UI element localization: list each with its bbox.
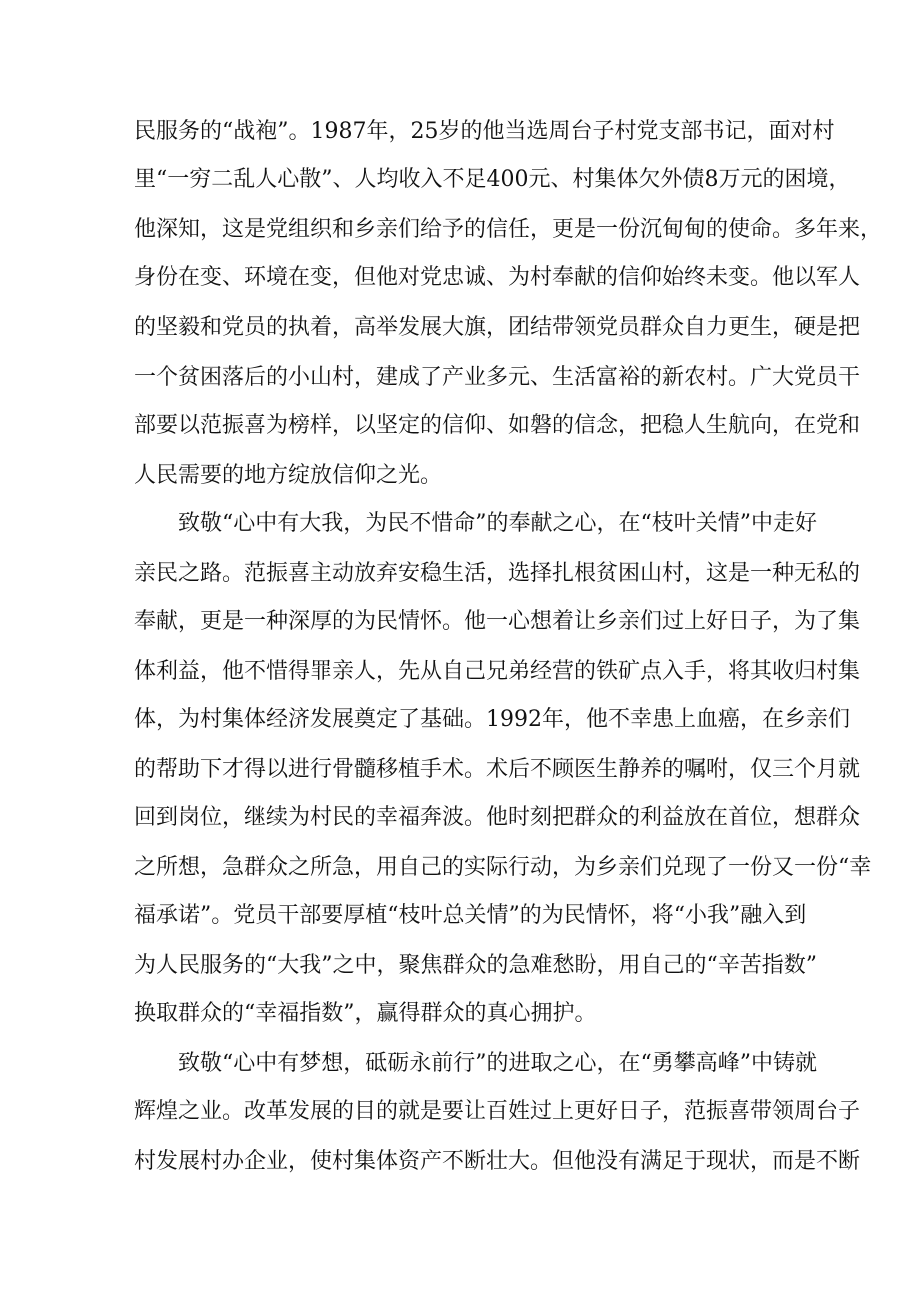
text-line: 里“一穷二乱人心散”、人均收入不足400元、村集体欠外债8万元的困境， xyxy=(134,167,851,192)
text-line: 民服务的“战袍”。1987年，25岁的他当选周台子村党支部书记，面对村 xyxy=(134,119,835,144)
text-line: 福承诺”。党员干部要厚植“枝叶总关情”的为民情怀，将“小我”融入到 xyxy=(134,903,807,928)
text-line: 他深知，这是党组织和乡亲们给予的信任，更是一份沉甸甸的使命。多年来， xyxy=(134,217,883,242)
text-line: 部要以范振喜为榜样，以坚定的信仰、如磐的信念，把稳人生航向，在党和 xyxy=(134,413,861,438)
text-line: 人民需要的地方绽放信仰之光。 xyxy=(134,463,443,488)
text-line: 回到岗位，继续为村民的幸福奔波。他时刻把群众的利益放在首位，想群众 xyxy=(134,805,861,830)
text-line: 一个贫困落后的小山村，建成了产业多元、生活富裕的新农村。广大党员干 xyxy=(134,365,861,390)
text-line: 换取群众的“幸福指数”，赢得群众的真心拥护。 xyxy=(134,1001,597,1026)
paragraph-first-line: 致敬“心中有大我，为民不惜命”的奉献之心，在“枝叶关情”中走好 xyxy=(178,511,817,536)
text-line: 体利益，他不惜得罪亲人，先从自己兄弟经营的铁矿点入手，将其收归村集 xyxy=(134,659,861,684)
text-line: 的帮助下才得以进行骨髓移植手术。术后不顾医生静养的嘱咐，仅三个月就 xyxy=(134,757,861,782)
text-line: 辉煌之业。改革发展的目的就是要让百姓过上更好日子，范振喜带领周台子 xyxy=(134,1099,861,1124)
text-line: 体，为村集体经济发展奠定了基础。1992年，他不幸患上血癌，在乡亲们 xyxy=(134,707,850,732)
text-line: 奉献，更是一种深厚的为民情怀。他一心想着让乡亲们过上好日子，为了集 xyxy=(134,609,861,634)
text-line: 的坚毅和党员的执着，高举发展大旗，团结带领党员群众自力更生，硬是把 xyxy=(134,315,861,340)
text-line: 为人民服务的“大我”之中，聚焦群众的急难愁盼，用自己的“辛苦指数” xyxy=(134,953,817,978)
text-line: 村发展村办企业，使村集体资产不断壮大。但他没有满足于现状，而是不断 xyxy=(134,1149,861,1174)
text-line: 亲民之路。范振喜主动放弃安稳生活，选择扎根贫困山村，这是一种无私的 xyxy=(134,561,861,586)
paragraph-first-line: 致敬“心中有梦想，砥砺永前行”的进取之心，在“勇攀高峰”中铸就 xyxy=(178,1051,817,1076)
text-line: 之所想，急群众之所急，用自己的实际行动，为乡亲们兑现了一份又一份“幸 xyxy=(134,855,872,880)
text-line: 身份在变、环境在变，但他对党忠诚、为村奉献的信仰始终未变。他以军人 xyxy=(134,265,861,290)
document-page xyxy=(134,0,883,1301)
